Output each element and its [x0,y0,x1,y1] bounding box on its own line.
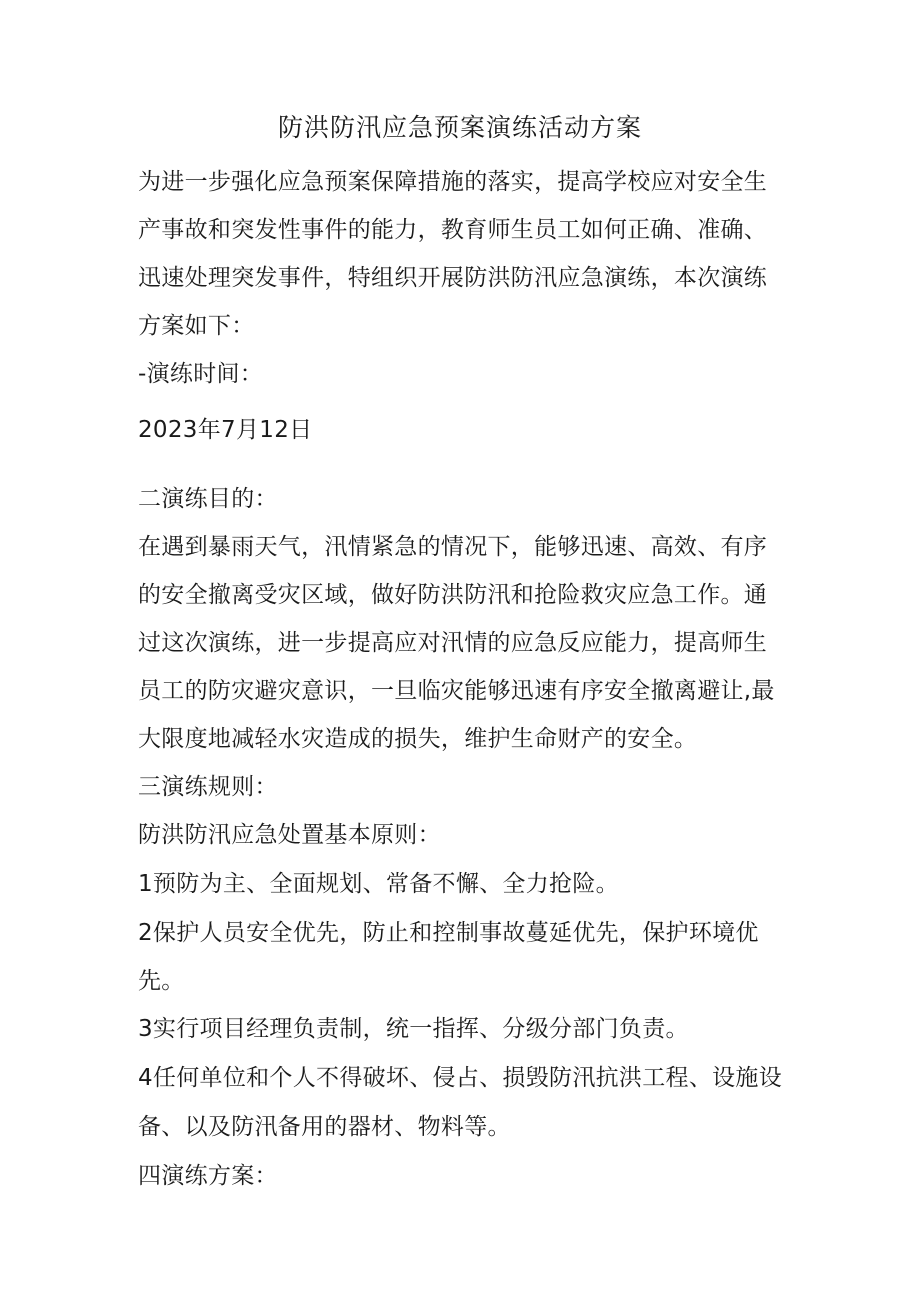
paragraph-line: 方案如下： [138,313,255,339]
paragraph-line: 在遇到暴雨天气，汛情紧急的情况下，能够迅速、高效、有序 [138,534,768,560]
section-heading: 三演练规则： [138,774,278,800]
list-item-continuation: 先。 [138,968,185,994]
paragraph-line: 迅速处理突发事件，特组织开展防洪防汛应急演练，本次演练 [138,265,768,291]
document-title: 防洪防汛应急预案演练活动方案 [277,113,642,142]
section-heading: 四演练方案： [138,1163,278,1189]
list-item: 4任何单位和个人不得破坏、侵占、损毁防汛抗洪工程、设施设 [138,1065,783,1091]
section-heading: 二演练目的： [138,486,278,512]
section-heading: -演练时间： [138,361,264,387]
paragraph-line: 员工的防灾避灾意识，一旦临灾能够迅速有序安全撤离避让,最 [138,678,775,704]
drill-date: 2023年7月12日 [138,417,313,443]
list-item: 2保护人员安全优先，防止和控制事故蔓延优先，保护环境优 [138,920,759,946]
list-item-continuation: 备、以及防汛备用的器材、物料等。 [138,1114,511,1140]
paragraph-line: 过这次演练，进一步提高应对汛情的应急反应能力，提高师生 [138,630,768,656]
list-item: 3实行项目经理负责制，统一指挥、分级分部门负责。 [138,1016,689,1042]
paragraph-line: 防洪防汛应急处置基本原则： [138,822,441,848]
list-item: 1预防为主、全面规划、常备不懈、全力抢险。 [138,871,619,897]
paragraph-line: 大限度地减轻水灾造成的损失，维护生命财产的安全。 [138,726,698,752]
paragraph-line: 产事故和突发性事件的能力，教育师生员工如何正确、准确、 [138,217,768,243]
paragraph-line: 的安全撤离受灾区域，做好防洪防汛和抢险救灾应急工作。通 [138,582,768,608]
paragraph-line: 为进一步强化应急预案保障措施的落实，提高学校应对安全生 [138,169,768,195]
